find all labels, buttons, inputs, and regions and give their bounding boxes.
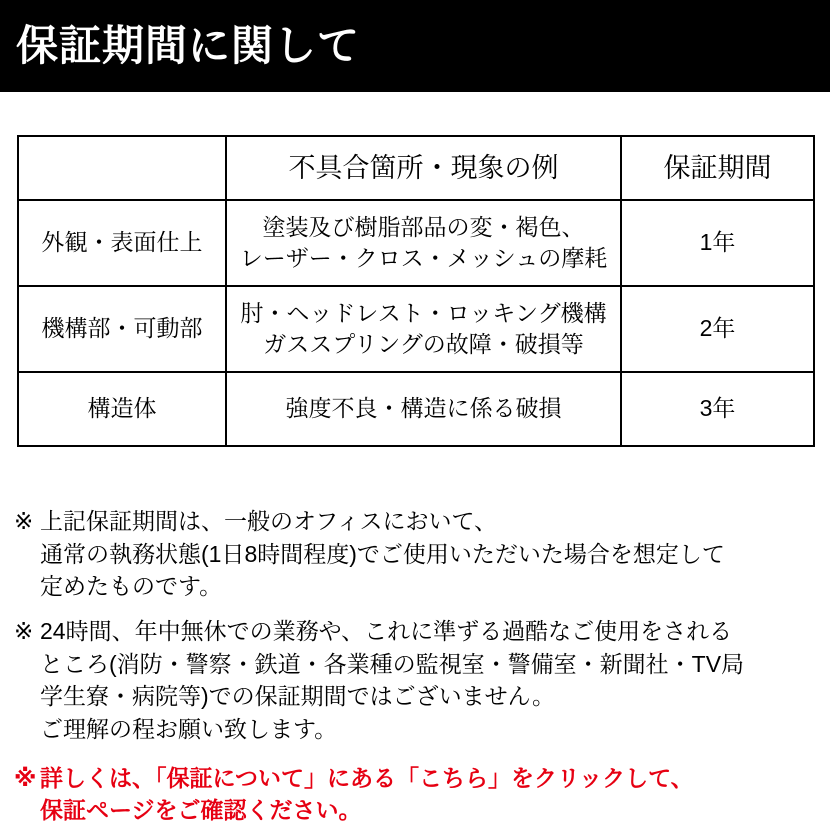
row-category: 構造体 bbox=[18, 372, 226, 446]
note-marker: ※ bbox=[14, 764, 37, 791]
row-description bbox=[226, 286, 621, 372]
note-line: 学生寮・病院等)での保証期間ではございません。 bbox=[40, 683, 556, 710]
note-line: 定めたものです。 bbox=[40, 573, 223, 600]
row-term: 3年 bbox=[621, 372, 814, 446]
table-header-row bbox=[18, 136, 814, 200]
row-category: 外観・表面仕上 bbox=[18, 200, 226, 286]
row-term: 2年 bbox=[621, 286, 814, 372]
note-line: 24時間、年中無休での業務や、これに準ずる過酷なご使用をされる bbox=[40, 617, 733, 644]
note-item bbox=[14, 505, 826, 603]
note-line: 保証ページをご確認ください。 bbox=[40, 797, 362, 824]
row-description bbox=[226, 372, 621, 446]
table-header-description: 不具合箇所・現象の例 bbox=[226, 136, 621, 200]
note-line: 上記保証期間は、一般のオフィスにおいて、 bbox=[40, 508, 498, 534]
note-line: ところ(消防・警察・鉄道・各業種の監視室・警備室・新聞社・TV局 bbox=[40, 650, 745, 677]
notes-section bbox=[14, 505, 826, 839]
table-row bbox=[18, 286, 814, 372]
table-header-term: 保証期間 bbox=[621, 136, 814, 200]
page-title: 保証期間に関して bbox=[16, 22, 361, 69]
table-header-blank bbox=[18, 136, 226, 200]
note-line: 詳しくは、「保証について」にある「こちら」をクリックして、 bbox=[40, 764, 694, 791]
warranty-table-container bbox=[17, 135, 813, 447]
table-row bbox=[18, 372, 814, 446]
row-description bbox=[226, 200, 621, 286]
note-line: 通常の執務状態(1日8時間程度)でご使用いただいた場合を想定して bbox=[40, 540, 725, 567]
row-description-line: レーザー・クロス・メッシュの摩耗 bbox=[239, 245, 608, 271]
page-header bbox=[0, 0, 830, 92]
note-body bbox=[40, 505, 826, 603]
note-item bbox=[14, 615, 826, 746]
row-description-line: 強度不良・構造に係る破損 bbox=[285, 395, 562, 422]
note-body bbox=[40, 615, 826, 746]
note-item-highlight bbox=[14, 762, 826, 827]
row-category: 機構部・可動部 bbox=[18, 286, 226, 372]
row-description-line: 肘・ヘッドレスト・ロッキング機構 bbox=[240, 299, 607, 326]
note-marker: ※ bbox=[14, 617, 34, 644]
table-row bbox=[18, 200, 814, 286]
note-body bbox=[40, 762, 826, 827]
row-term: 1年 bbox=[621, 200, 814, 286]
note-marker: ※ bbox=[14, 508, 34, 534]
warranty-table bbox=[17, 135, 815, 447]
note-line: ご理解の程お願い致します。 bbox=[40, 715, 338, 742]
row-description-line: 塗装及び樹脂部品の変・褐色、 bbox=[262, 213, 585, 240]
row-description-line: ガススプリングの故障・破損等 bbox=[263, 331, 584, 357]
